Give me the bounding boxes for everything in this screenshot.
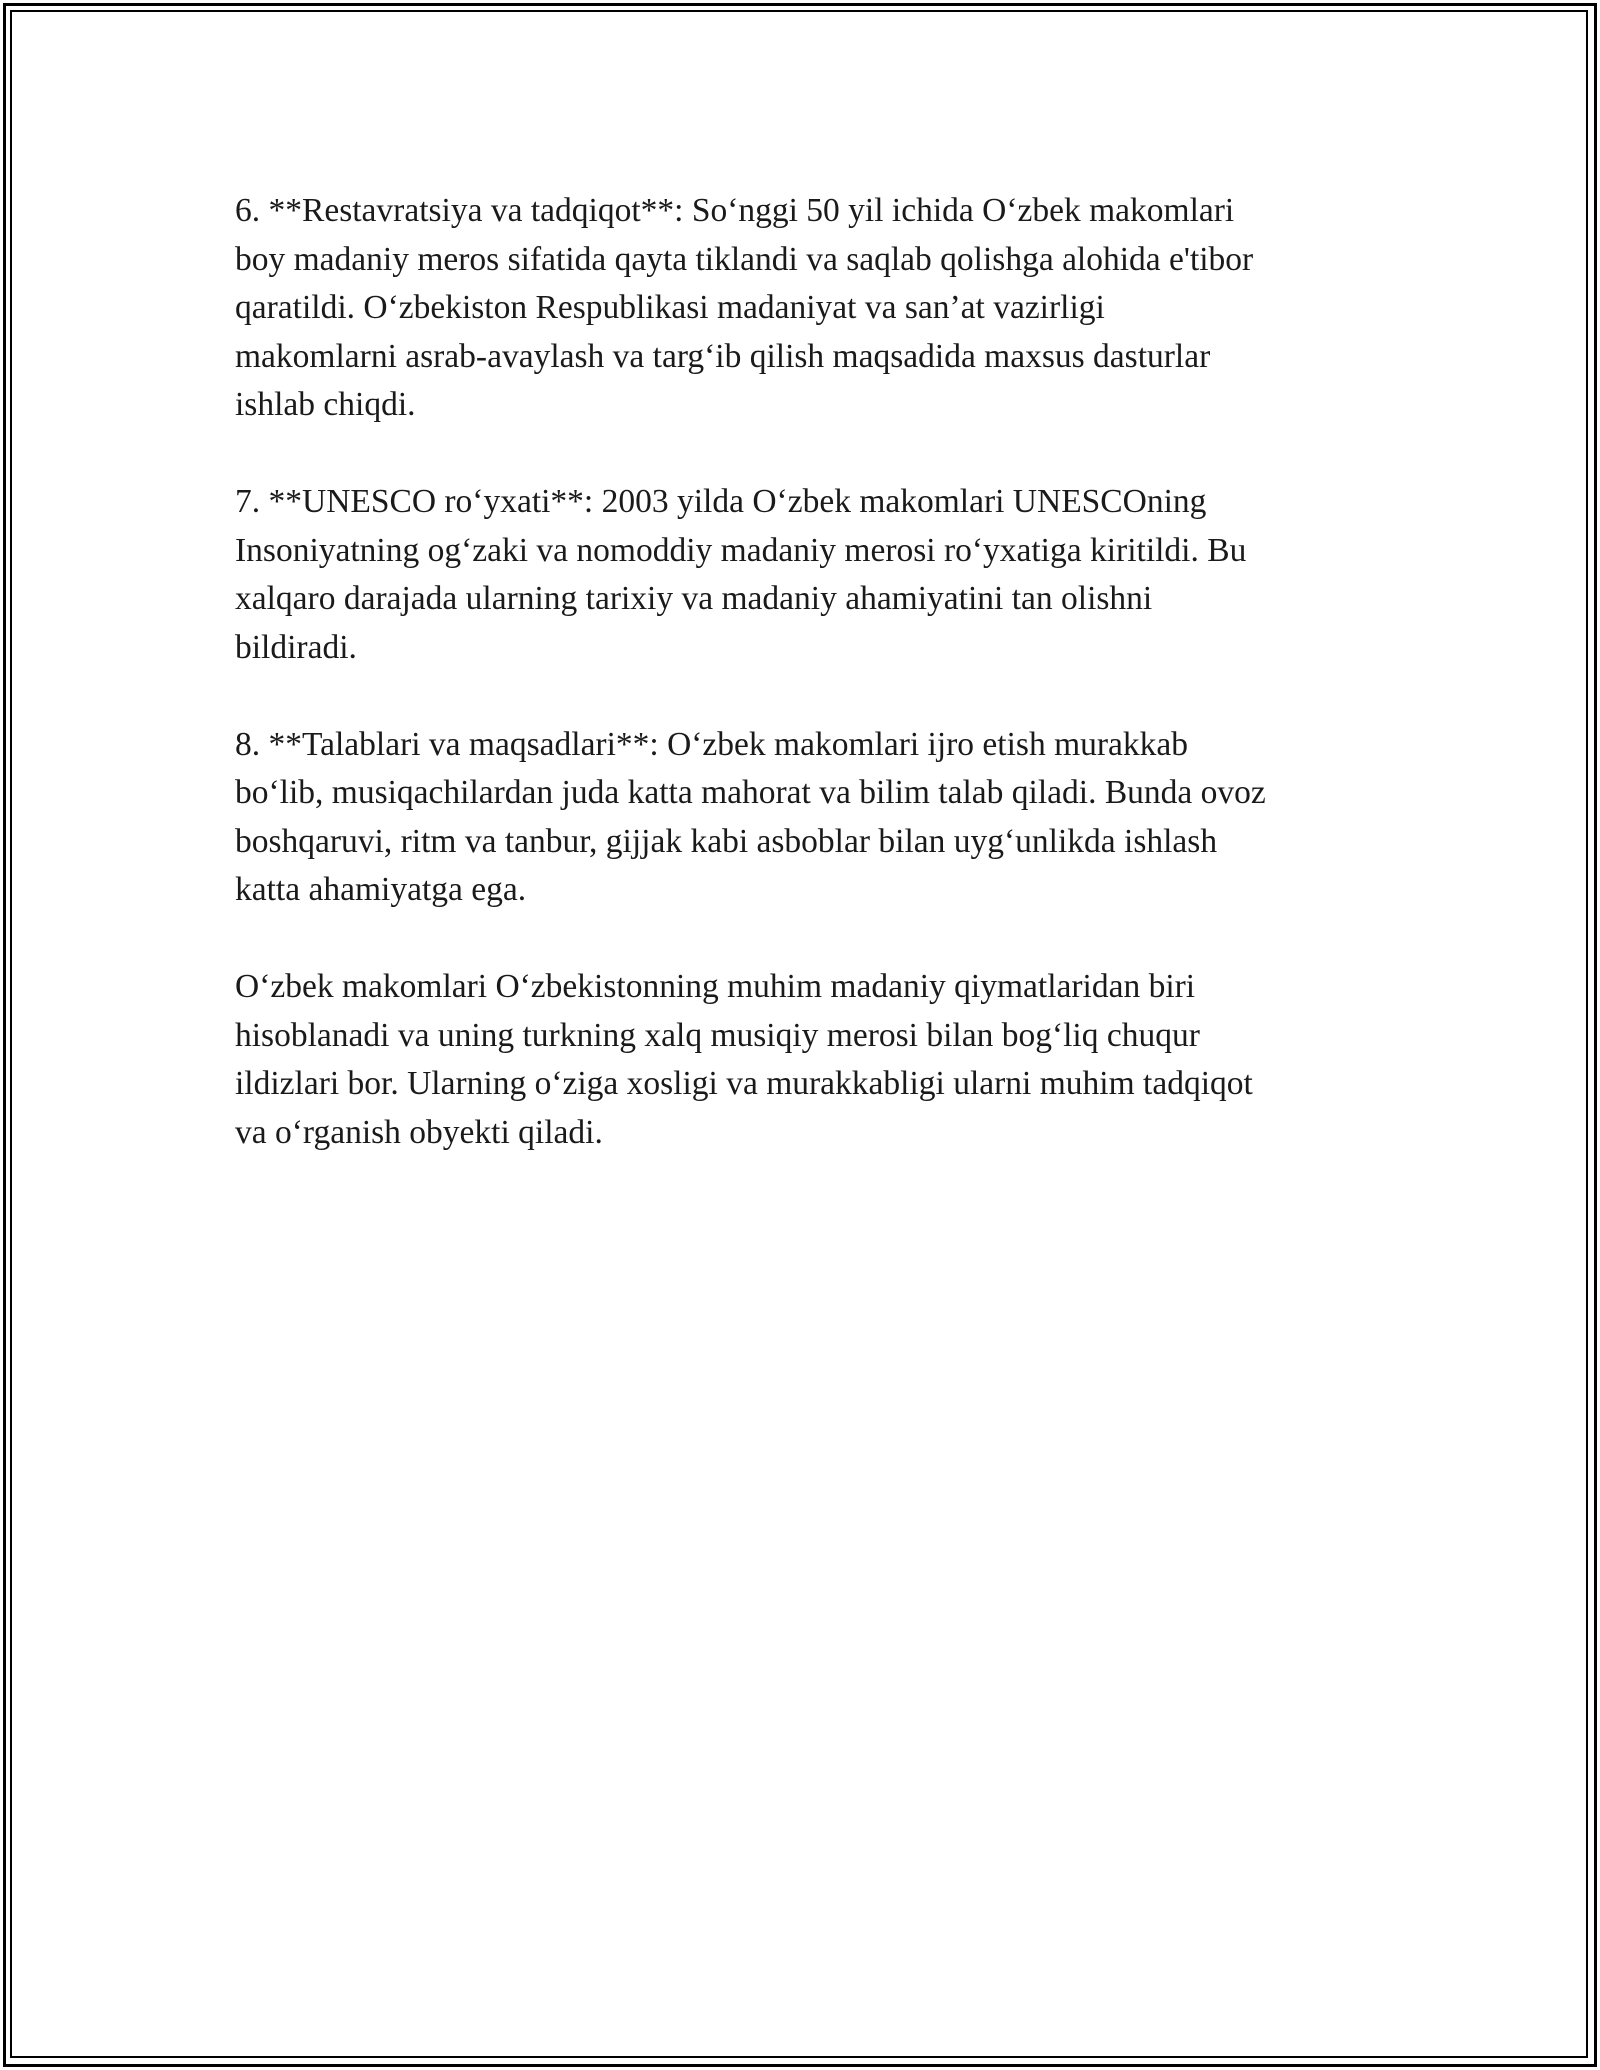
paragraph-restoration-research: 6. **Restavratsiya va tadqiqot**: So‘nggi 50 yil ichida O‘zbek makomlari boy madaniy meros sifatida qayta tiklandi va saqlab qolishga alohida e'tibor qaratildi. O‘zbekiston Respublikasi madaniyat va san’at vazirligi makomlarni asrab-avaylash va targ‘ib qilish maqsadida maxsus dasturlar ishlab chiqdi.: [235, 192, 1254, 423]
paragraph-unesco-list: 7. **UNESCO ro‘yxati**: 2003 yilda O‘zbek makomlari UNESCOning Insoniyatning og‘zaki va nomoddiy madaniy merosi ro‘yxatiga kiritildi. Bu xalqaro darajada ularning tarixiy va madaniy ahamiyatini tan olishni bildiradi.: [235, 483, 1247, 666]
document-body: [235, 187, 1375, 1206]
paragraph-conclusion: O‘zbek makomlari O‘zbekistonning muhim madaniy qiymatlaridan biri hisoblanadi va uning turkning xalq musiqiy merosi bilan bog‘liq chuqur ildizlari bor. Ularning o‘ziga xosligi va murakkabligi ularni muhim tadqiqot va o‘rganish obyekti qiladi.: [235, 968, 1253, 1151]
paragraph-requirements-goals: 8. **Talablari va maqsadlari**: O‘zbek makomlari ijro etish murakkab bo‘lib, musiqachilardan juda katta mahorat va bilim talab qiladi. Bunda ovoz boshqaruvi, ritm va tanbur, gijjak kabi asboblar bilan uyg‘unlikda ishlash katta ahamiyatga ega.: [235, 725, 1266, 908]
